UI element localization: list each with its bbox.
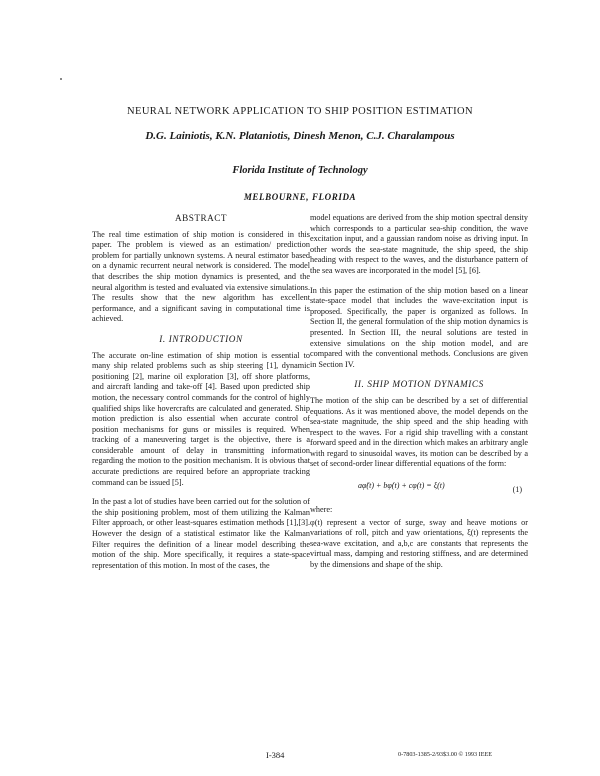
section2-paragraph-1: The motion of the ship can be described by a set of differential equations. As it was mentioned above, the model depends on the sea-state magnitude, the ship speed and the ship heading with respect to the waves. For a rigid ship travelling with a constant forward speed and in the direction which makes an arbitrary angle with regard to sinusoidal waves, its motion can be described by a set of second-order linear differential equations of the form: [310, 395, 528, 469]
equation-number: (1) [512, 485, 522, 495]
copyright-line: 0-7803-1385-2/93$3.00 © 1993 IEEE [398, 751, 493, 758]
left-column [92, 213, 310, 580]
right-paragraph-2: In this paper the estimation of the ship motion based on a linear state-space model that includes the wave-excitation input is proposed. Specifically, the paper is organized as follows. In Section II, the general formulation of the ship motion dynamics is presented. In Section III, the neural solutions are tested in extensive simulations on the ship motion model, and are compared with the conventional methods. Conclusions are given in Section IV. [310, 285, 528, 369]
paper-title: NEURAL NETWORK APPLICATION TO SHIP POSITION ESTIMATION [127, 106, 473, 117]
introduction-paragraph-1: The accurate on-line estimation of ship motion is essential to many ship related problems such as ship steering [1], dynamic positioning [2], marine oil exploration [3], off shore platforms, and aircraft landing and take-off [4]. Based upon predicted ship motion, the necessary control commands for the control of highly qualified ships like hovercrafts are calculated and generated. Ship motion prediction is also essential when accurate control of position mechanisms for guns or missiles is required. When tracking of a maneuvering target is the objective, there is a considerable amount of delay in transmitting information regarding the motion to the position mechanism. It is obvious that accurate predictions are required before an appropriate tracking command can be issued [5]. [92, 350, 310, 487]
page-number: I-384 [266, 750, 285, 760]
introduction-heading: I. INTRODUCTION [159, 333, 243, 344]
where-label: where: [310, 505, 333, 515]
abstract-text: The real time estimation of ship motion is considered in this paper. The problem is viewed as an estimation/ prediction problem for partially unknown systems. A neural estimator based on a dynamic recurrent neural network is considered. The model that describes the ship motion dynamics is presented, and the neural algorithm is tested and evaluated via extensive simulations. The results show that the new algorithm has excellent performance, and a significant saving in computational time is achieved. [92, 229, 310, 324]
abstract-heading: ABSTRACT [175, 213, 227, 223]
paper-affiliation: Florida Institute of Technology [232, 165, 368, 176]
introduction-paragraph-2: In the past a lot of studies have been carried out for the solution of the ship positioning problem, most of them utilizing the Kalman Filter approach, or other least-squares estimation methods [1],[3]. However the design of a statistical estimator like the Kalman Filter requires the definition of a linear model describing the motion of the ship. More specifically, it requires a state-space representation of this motion. In most of the cases, the [92, 497, 310, 570]
right-paragraph-1: model equations are derived from the ship motion spectral density which corresponds to a particular sea-ship condition, the wave excitation input, and a gaussian random noise as driving input. In other words the sea-state magnitude, the ship speed, the ship heading with respect to the waves, and the disturbance pattern of the sea waves are incorporated in the model [5], [6]. [310, 213, 528, 275]
scan-mark [60, 78, 62, 80]
equation-expression: aφ̈(t) + bφ̇(t) + cφ(t) = ξ(t) [358, 481, 445, 491]
section2-heading: II. SHIP MOTION DYNAMICS [354, 379, 484, 390]
right-column [310, 213, 528, 580]
equation-1 [310, 479, 528, 497]
paper-location: MELBOURNE, FLORIDA [243, 192, 357, 202]
paper-authors: D.G. Lainiotis, K.N. Plataniotis, Dinesh Menon, C.J. Charalampous [145, 130, 455, 142]
section2-paragraph-2: φ(t) represent a vector of surge, sway and heave motions or variations of roll, pitch and yaw orientations, ξ(t) represents the sea-wave excitation, and a,b,c are constants that represents the virtual mass, damping and restoring stiffness, and are determined by the dimensions and shape of the ship. [310, 517, 528, 570]
